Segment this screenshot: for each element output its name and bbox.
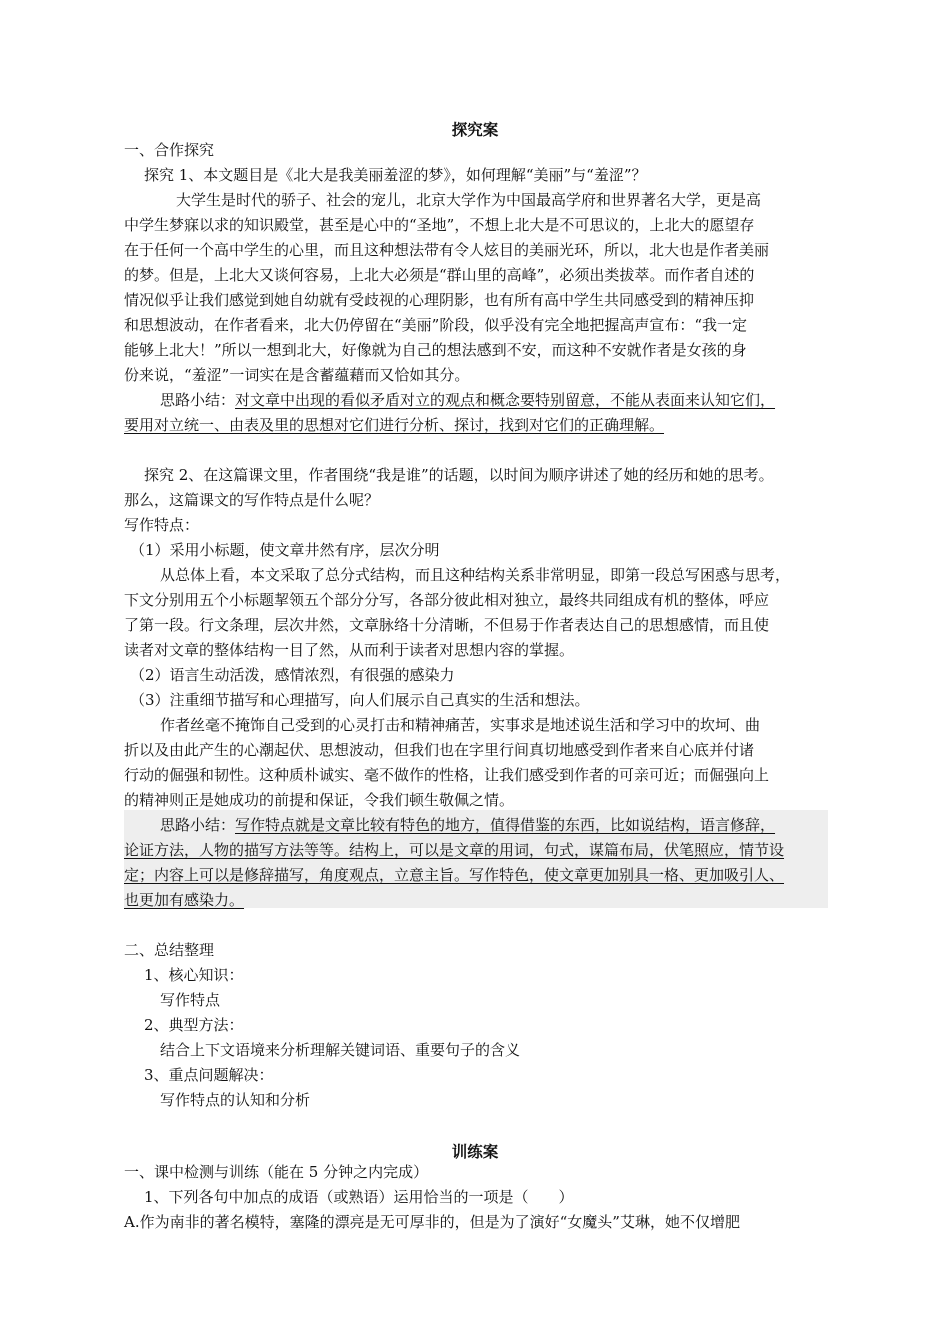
option-a: A.作为南非的著名模特，塞隆的漂亮是无可厚非的，但是为了演好“女魔头”艾琳，她不仅增肥 bbox=[124, 1213, 740, 1231]
inquiry-1-paragraph-line: 情况似乎让我们感觉到她自幼就有受歧视的心理阴影，也有所有高中学生共同感受到的精神压抑 bbox=[124, 291, 755, 309]
core-knowledge-label: 1、核心知识： bbox=[144, 966, 244, 984]
section-title-tanjiu: 探究案 bbox=[451, 120, 499, 139]
summary-1-first-line bbox=[160, 388, 868, 413]
question-1: 1、下列各句中加点的成语（或熟语）运用恰当的一项是（ ） bbox=[144, 1188, 574, 1206]
summary-1-text: 要用对立统一、由表及里的思想对它们进行分析、探讨，找到对它们的正确理解。 bbox=[124, 416, 665, 434]
typical-method-value: 结合上下文语境来分析理解关键词语、重要句子的含义 bbox=[160, 1041, 521, 1059]
summary-2-text: 论证方法，人物的描写方法等等。结构上，可以是文章的用词，句式，谋篇布局，伏笔照应，情节设 bbox=[124, 841, 785, 859]
summary-1-label: 思路小结： bbox=[160, 391, 236, 409]
inquiry-1-paragraph-line: 能够上北大！”所以一想到北大，好像就为自己的想法感到不安，而这种不安就作者是女孩的身 bbox=[124, 341, 747, 359]
feature-3-paragraph-line: 行动的倔强和韧性。这种质朴诚实、毫不做作的性格，让我们感受到作者的可亲可近；而倔强向上 bbox=[124, 766, 770, 784]
feature-3-paragraph-line: 作者丝毫不掩饰自己受到的心灵打击和精神痛苦，实事求是地述说生活和学习中的坎坷、曲 bbox=[160, 716, 761, 734]
summary-2-text: 也更加有感染力。 bbox=[124, 891, 245, 909]
feature-2: （2）语言生动活泼，感情浓烈，有很强的感染力 bbox=[130, 666, 455, 684]
feature-3-paragraph-line: 折以及由此产生的心潮起伏、思想波动，但我们也在字里行间真切地感受到作者来自心底并付诸 bbox=[124, 741, 755, 759]
heading-in-class-test: 一、课中检测与训练（能在 5 分钟之内完成） bbox=[124, 1163, 429, 1181]
inquiry-2-question: 那么，这篇课文的写作特点是什么呢？ bbox=[124, 491, 380, 509]
inquiry-1-question: 探究 1、本文题目是《北大是我美丽羞涩的梦》，如何理解“美丽”与“羞涩”？ bbox=[144, 166, 647, 184]
feature-1-paragraph-line: 读者对文章的整体结构一目了然，从而利于读者对思想内容的掌握。 bbox=[124, 641, 575, 659]
section-title-xunlian: 训练案 bbox=[451, 1142, 499, 1161]
summary-2-text: 写作特点就是文章比较有特色的地方，值得借鉴的东西，比如说结构，语言修辞， bbox=[235, 816, 776, 834]
inquiry-1-paragraph-line: 的梦。但是，上北大又谈何容易，上北大必须是“群山里的高峰”，必须出类拔萃。而作者自述的 bbox=[124, 266, 755, 284]
typical-method-label: 2、典型方法： bbox=[144, 1016, 244, 1034]
key-problem-label: 3、重点问题解决： bbox=[144, 1066, 274, 1084]
inquiry-1-paragraph-line: 和思想波动，在作者看来，北大仍停留在“美丽”阶段，似乎没有完全地把握高声宣布：“我一定 bbox=[124, 316, 748, 334]
heading-cooperative-inquiry: 一、合作探究 bbox=[124, 141, 215, 159]
summary-2-first-line bbox=[160, 813, 868, 838]
key-problem-value: 写作特点的认知和分析 bbox=[160, 1091, 311, 1109]
feature-1: （1）采用小标题，使文章井然有序，层次分明 bbox=[130, 541, 440, 559]
heading-summary: 二、总结整理 bbox=[124, 941, 215, 959]
inquiry-1-paragraph-line: 在于任何一个高中学生的心里，而且这种想法带有令人炫目的美丽光环，所以，北大也是作者美丽 bbox=[124, 241, 770, 259]
summary-2-text: 定；内容上可以是修辞描写，角度观点，立意主旨。写作特色，使文章更加别具一格、更加吸引人、 bbox=[124, 866, 785, 884]
writing-features-label: 写作特点： bbox=[124, 516, 200, 534]
summary-2-label: 思路小结： bbox=[160, 816, 236, 834]
inquiry-1-paragraph-line: 中学生梦寐以求的知识殿堂，甚至是心中的“圣地”，不想上北大是不可思议的，上北大的愿望存 bbox=[124, 216, 755, 234]
inquiry-2-question: 探究 2、在这篇课文里，作者围绕“我是谁”的话题，以时间为顺序讲述了她的经历和她的思考。 bbox=[144, 466, 774, 484]
feature-1-paragraph-line: 下文分别用五个小标题挈领五个部分分写，各部分彼此相对独立，最终共同组成有机的整体，呼应 bbox=[124, 591, 770, 609]
core-knowledge-value: 写作特点 bbox=[160, 991, 221, 1009]
inquiry-1-paragraph-line: 大学生是时代的骄子、社会的宠儿，北京大学作为中国最高学府和世界著名大学，更是高 bbox=[176, 191, 762, 209]
summary-1-text: 对文章中出现的看似矛盾对立的观点和概念要特别留意，不能从表面来认知它们， bbox=[235, 391, 776, 409]
inquiry-1-paragraph-line: 份来说，“羞涩”一词实在是含蓄蕴藉而又恰如其分。 bbox=[124, 366, 470, 384]
feature-1-paragraph-line: 了第一段。行文条理，层次井然，文章脉络十分清晰，不但易于作者表达自己的思想感情，而且使 bbox=[124, 616, 770, 634]
feature-3: （3）注重细节描写和心理描写，向人们展示自己真实的生活和想法。 bbox=[130, 691, 590, 709]
feature-1-paragraph-line: 从总体上看，本文采取了总分式结构，而且这种结构关系非常明显，即第一段总写困惑与思考， bbox=[160, 566, 791, 584]
feature-3-paragraph-line: 的精神则正是她成功的前提和保证，令我们顿生敬佩之情。 bbox=[124, 791, 515, 809]
